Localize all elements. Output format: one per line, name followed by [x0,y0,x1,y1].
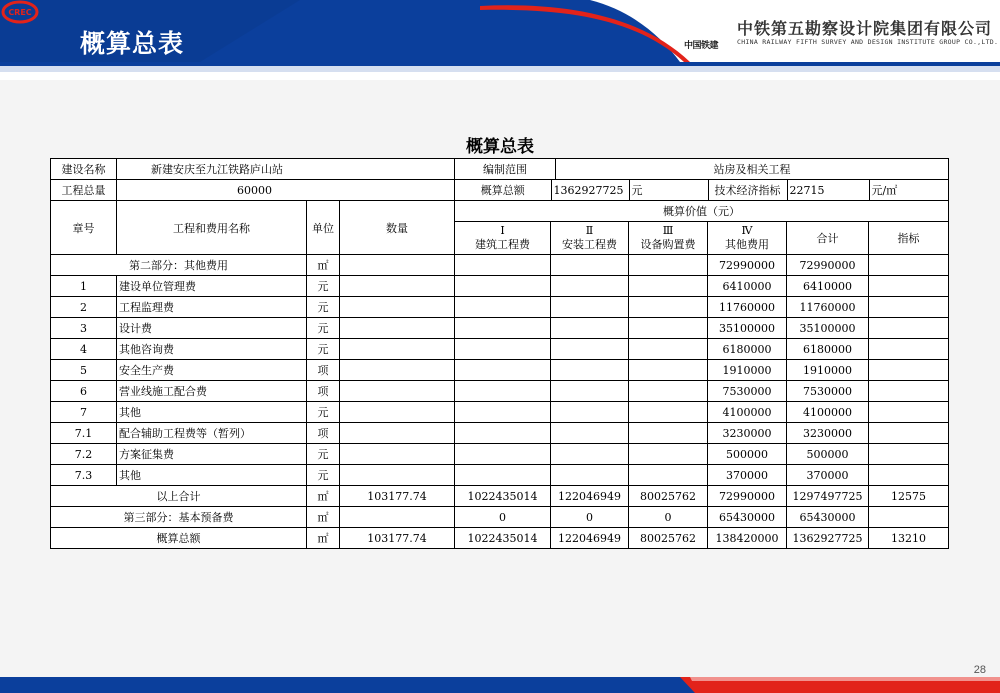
total-value: 1362927725 [551,180,629,200]
quantity-label: 工程总量 [51,180,117,201]
crec-logo-icon [0,0,40,36]
col-installation: Ⅱ 安装工程费 [551,222,629,255]
table-row: 3 设计费 元 35100000 35100000 [51,318,949,339]
col-chapter: 章号 [51,201,117,255]
grand-total-row: 概算总额 ㎡ 103177.74 1022435014 122046949 80025762 138420000 1362927725 13210 [51,528,949,549]
reserve-row: 第三部分：基本预备费 ㎡ 0 0 0 65430000 65430000 [51,507,949,528]
col-qty: 数量 [340,201,455,255]
header-row-1 [51,201,949,222]
item-rows [51,276,949,486]
table-row: 6 营业线施工配合费 项 7530000 7530000 [51,381,949,402]
table-row: 5 安全生产费 项 1910000 1910000 [51,360,949,381]
project-name: 新建安庆至九江铁路庐山站 [117,159,455,180]
slide-title: 概算总表 [80,29,185,58]
svg-text:CREC: CREC [8,8,32,17]
table-row: 7 其他 元 4100000 4100000 [51,402,949,423]
col-construction: Ⅰ 建筑工程费 [455,222,551,255]
total-unit: 元 [629,180,708,200]
section-name: 第二部分：其他费用 [51,255,307,276]
index-value: 22715 [787,180,869,200]
col-equipment: Ⅲ 设备购置费 [629,222,708,255]
total-label: 概算总额 [455,180,551,200]
table-row: 7.2 方案征集费 元 500000 500000 [51,444,949,465]
header-banner [0,0,1000,80]
logo-caption: 中国铁建 [684,41,719,51]
col-indicator: 指标 [869,222,949,255]
info-row-1 [51,159,949,180]
section-row: 第二部分：其他费用 ㎡ 72990000 72990000 [51,255,949,276]
scope-value: 站房及相关工程 [713,163,791,176]
col-other-fees: Ⅳ 其他费用 [708,222,787,255]
info-row-2 [51,180,949,201]
quantity-value: 60000 [117,180,455,201]
company-name-cn: 中铁第五勘察设计院集团有限公司 [737,19,993,38]
col-sum: 合计 [787,222,869,255]
content-area [0,80,1000,677]
scope-label: 编制范围 [455,159,556,179]
table-row: 2 工程监理费 元 11760000 11760000 [51,297,949,318]
subtotal-row: 以上合计 ㎡ 103177.74 1022435014 122046949 80025762 72990000 1297497725 12575 [51,486,949,507]
table-row: 1 建设单位管理费 元 6410000 6410000 [51,276,949,297]
estimate-table [50,158,949,549]
index-unit: 元/㎡ [871,184,898,197]
col-unit: 单位 [307,201,340,255]
col-name: 工程和费用名称 [117,201,307,255]
page-number: 28 [973,664,986,676]
table-row: 7.1 配合辅助工程费等（暂列） 项 3230000 3230000 [51,423,949,444]
project-name-label: 建设名称 [51,159,117,180]
table-row: 7.3 其他 元 370000 370000 [51,465,949,486]
company-name-en: CHINA RAILWAY FIFTH SURVEY AND DESIGN INSTITUTE GROUP CO.,LTD. [737,38,999,46]
index-label: 技术经济指标 [708,180,787,200]
table-title: 概算总表 [466,137,534,157]
table-row: 4 其他咨询费 元 6180000 6180000 [51,339,949,360]
col-value-group: 概算价值（元） [455,201,949,222]
footer-bar [0,677,1000,693]
